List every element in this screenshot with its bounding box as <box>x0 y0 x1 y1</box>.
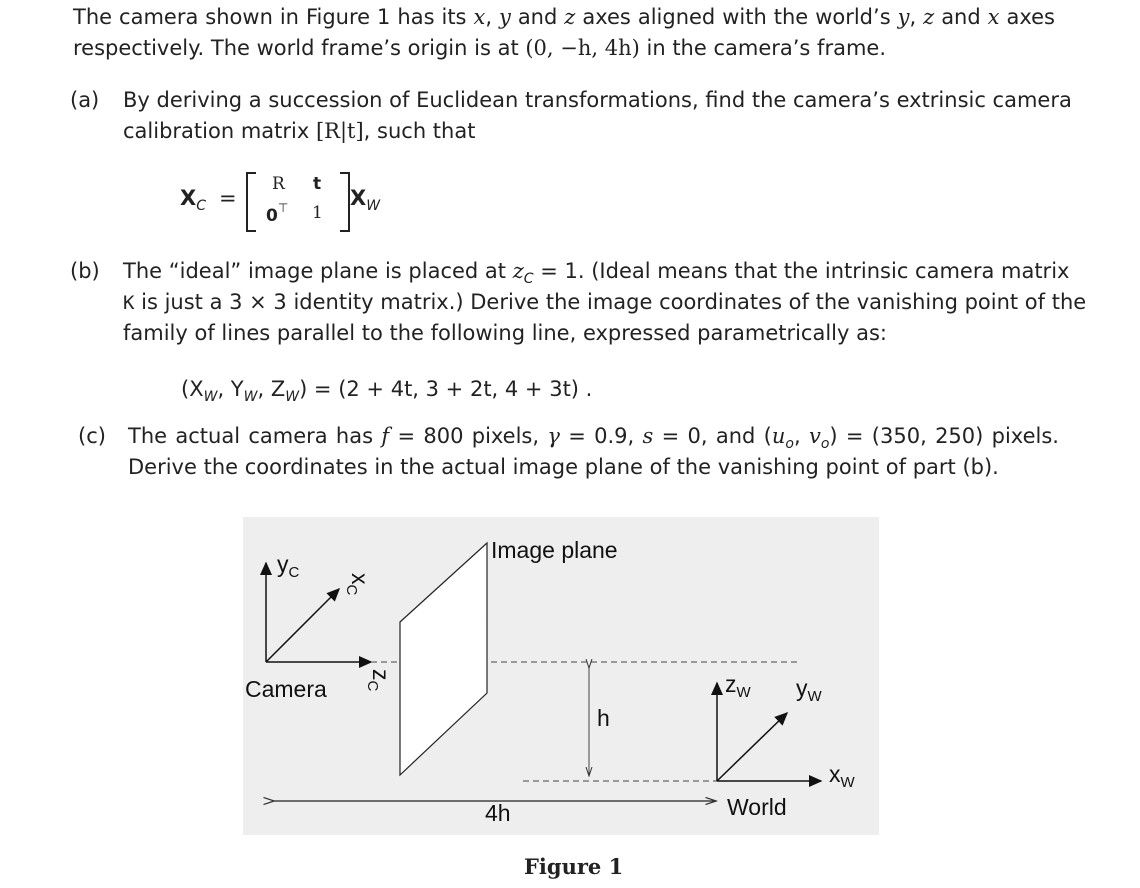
matrix <box>246 172 350 230</box>
matrix-zero: 0⊤ <box>266 201 289 226</box>
label-camera: Camera <box>245 676 327 702</box>
matrix-right-bracket <box>340 172 350 232</box>
intro-line-2: respectively. The world frame’s origin is at (0, −h, 4h) in the camera’s frame. <box>73 36 886 60</box>
label-world: World <box>727 794 787 820</box>
label-xw: $x_W$ <box>829 761 855 791</box>
matrix-r: R <box>272 174 285 194</box>
label-xc: $x_C$ <box>343 573 373 596</box>
part-b-label: (b) <box>70 259 100 283</box>
part-c-line-2: Derive the coordinates in the actual image plane of the vanishing point of part (b). <box>128 455 999 479</box>
part-c-line-1: The actual camera has f = 800 pixels, γ = 0.9, s = 0, and ($u_o$, $v_o) = (350$, 250) pixels. <box>128 424 1059 452</box>
label-yw: $y_W$ <box>796 675 822 705</box>
part-a-line-1: By deriving a succession of Euclidean transformations, find the camera’s extrinsic camera <box>123 88 1072 112</box>
matrix-left-bracket <box>246 172 256 232</box>
part-b-line-equation: ($X_W$, $Y_W$, $Z_W) = (2 + 4t$, 3 + 2t, 4 + 3t) . <box>181 377 593 405</box>
figure-1-diagram <box>243 517 879 835</box>
eq-lhs: $X_C$ <box>180 186 206 214</box>
camera-x-axis <box>266 589 339 662</box>
intro-line-1: The camera shown in Figure 1 has its x, y and z axes aligned with the world’s y, z and x axes <box>73 5 1055 29</box>
part-c-label: (c) <box>78 424 106 448</box>
label-4h: 4h <box>485 800 511 826</box>
label-zc: $z_C$ <box>364 669 394 692</box>
eq-equals: = <box>219 186 237 210</box>
label-yc: $y_C$ <box>277 551 300 581</box>
eq-rhs: $X_W$ <box>350 186 381 214</box>
world-y-axis <box>717 713 787 781</box>
part-b-line-3: family of lines parallel to the following line, expressed parametrically as: <box>123 321 888 345</box>
label-h: h <box>597 705 610 731</box>
figure-caption: Figure 1 <box>524 854 624 879</box>
part-a-line-2: calibration matrix [R|t], such that <box>123 119 476 143</box>
image-plane-shape <box>400 543 487 775</box>
label-image-plane: Image plane <box>491 537 618 563</box>
diagram-lines <box>243 517 879 835</box>
matrix-one: 1 <box>312 203 323 223</box>
matrix-t: t <box>313 174 322 194</box>
part-b-line-1: The “ideal” image plane is placed at $z_C = 1$. (Ideal means that the intrinsic camera matrix <box>123 259 1070 287</box>
label-zw: $z_W$ <box>725 671 751 701</box>
part-a-label: (a) <box>70 88 100 112</box>
part-b-line-2: K is just a 3 × 3 identity matrix.) Derive the image coordinates of the vanishing point of the <box>123 290 1087 314</box>
